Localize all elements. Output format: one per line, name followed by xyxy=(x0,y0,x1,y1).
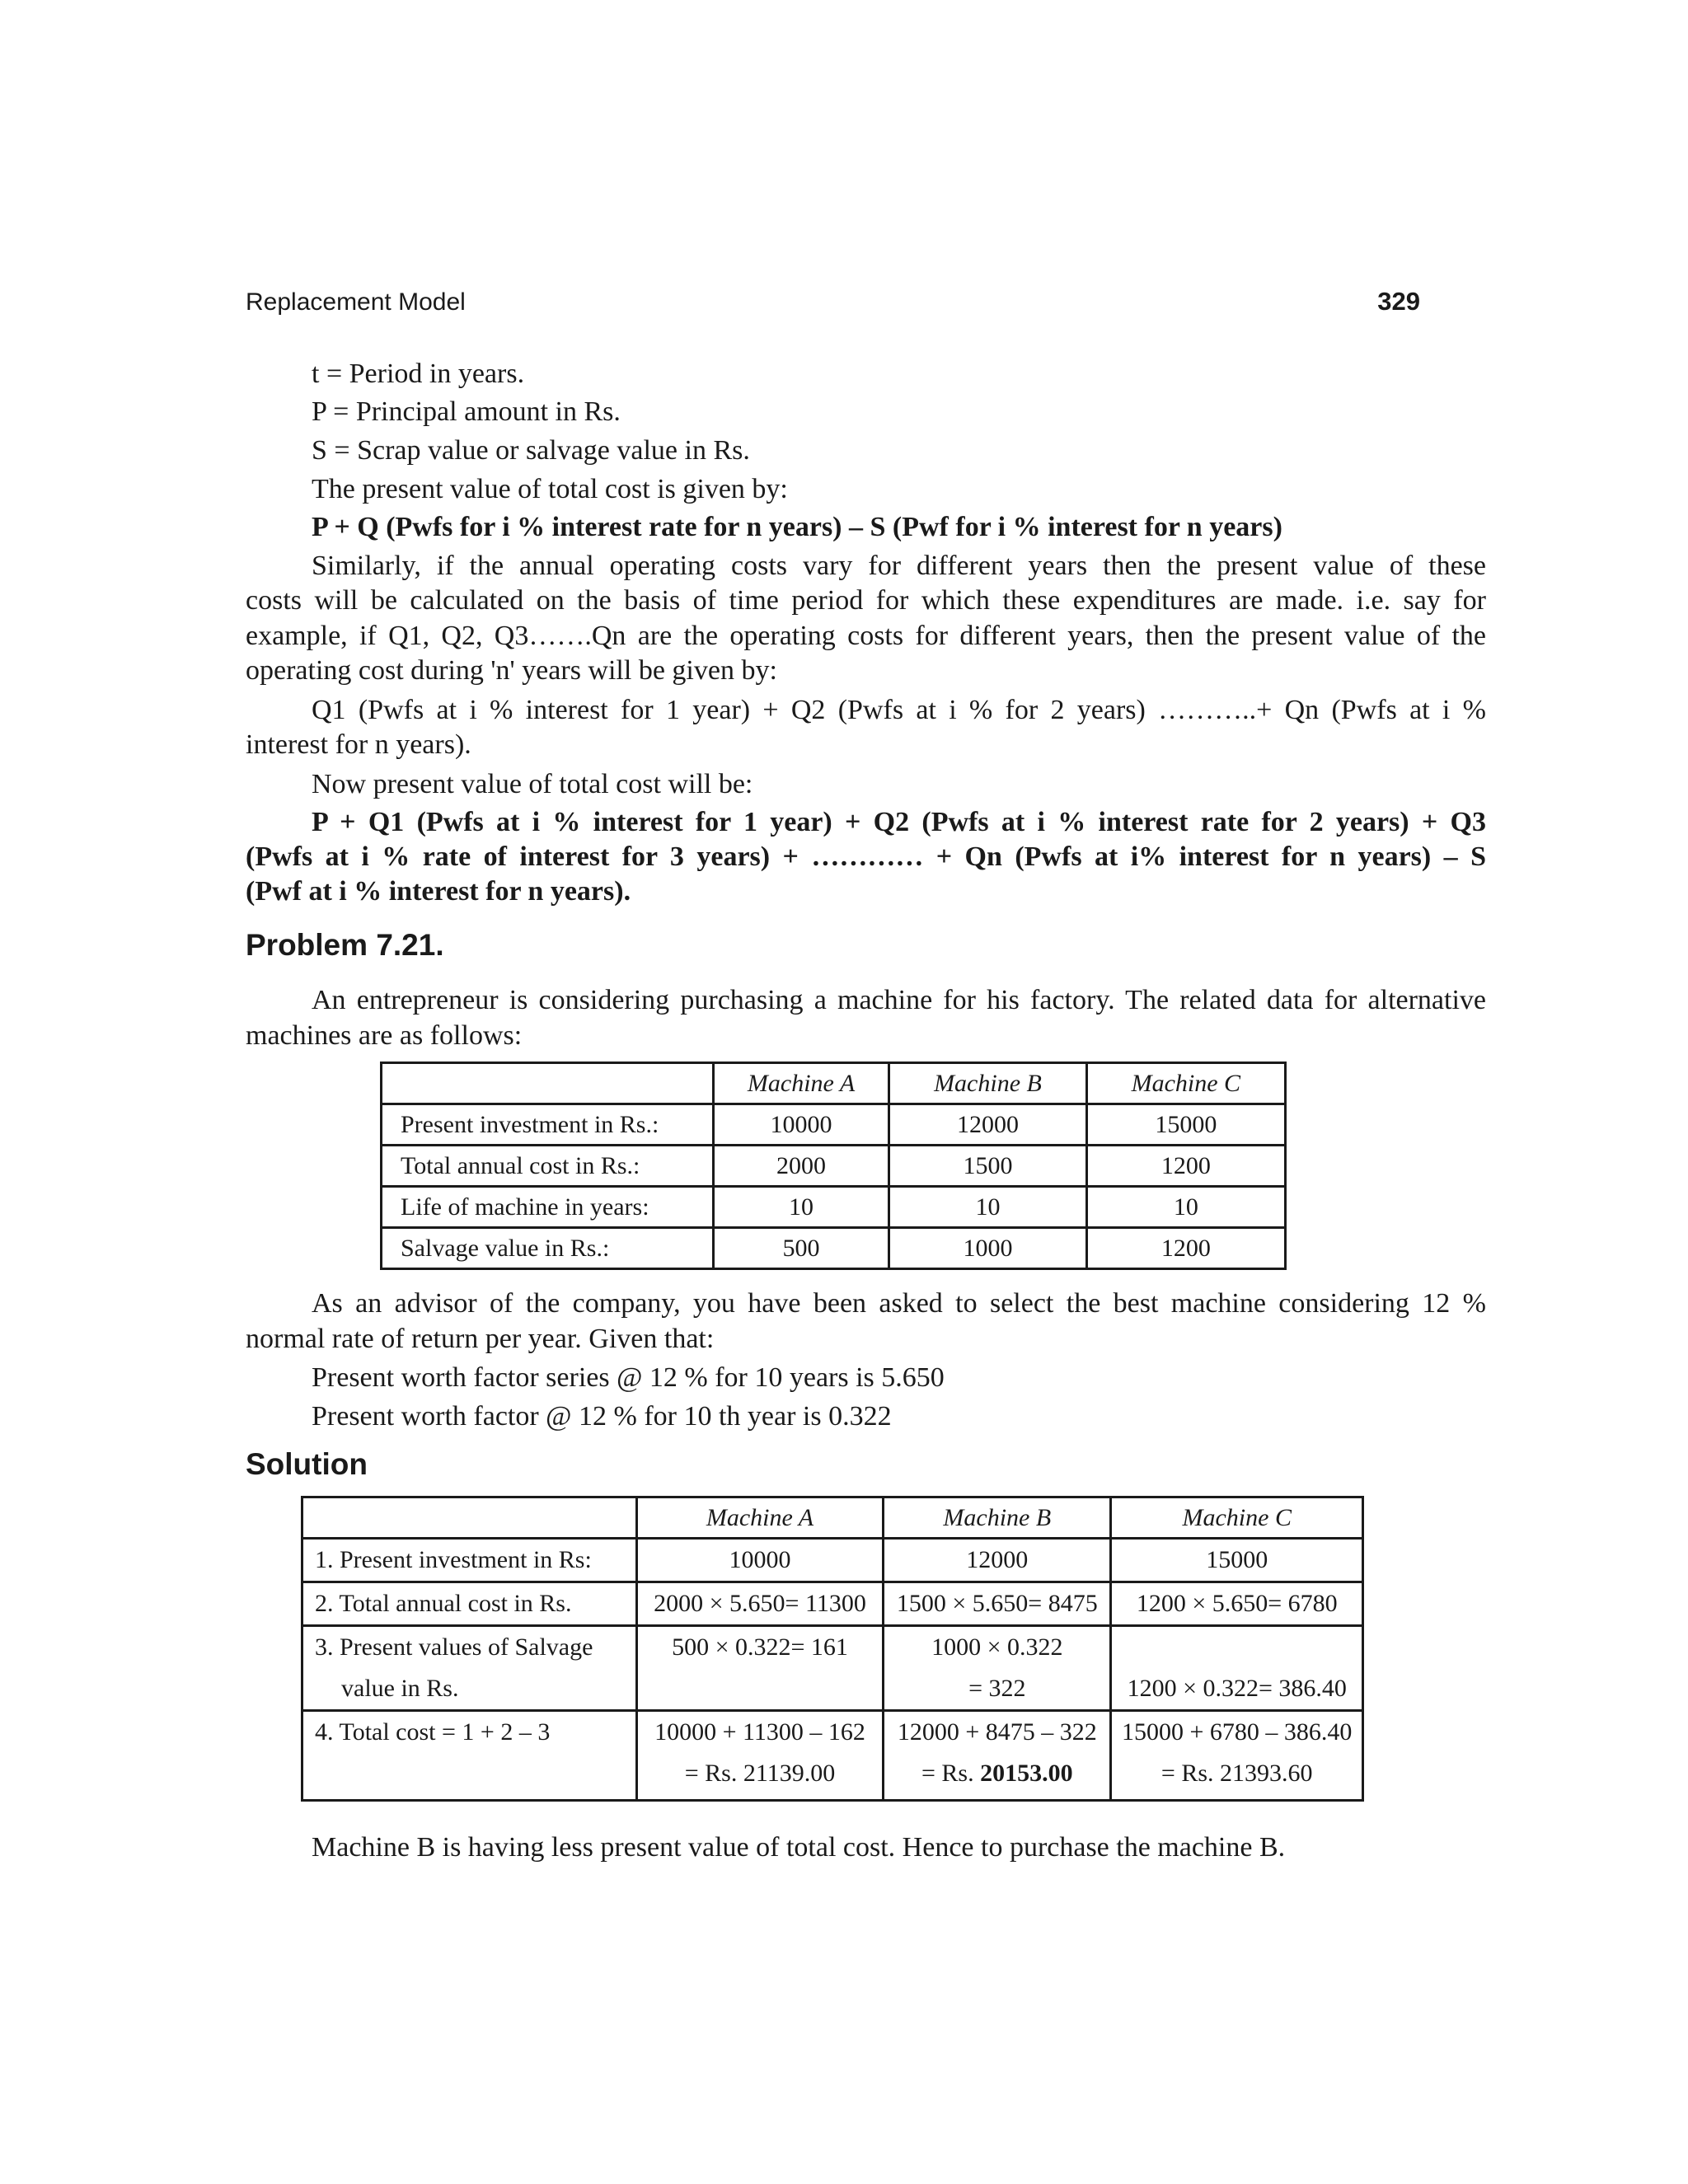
column-header: Machine B xyxy=(889,1063,1086,1104)
cell: 1000 × 0.322 = 322 xyxy=(884,1626,1111,1711)
cell: 15000 xyxy=(1111,1539,1363,1582)
solution-heading: Solution xyxy=(246,1447,368,1481)
table-corner xyxy=(382,1063,714,1104)
table-header-row xyxy=(302,1497,1363,1539)
column-header: Machine A xyxy=(713,1063,889,1104)
table-row xyxy=(382,1228,1286,1269)
column-header: Machine A xyxy=(636,1497,883,1539)
equation-total-cost-varying: P + Q1 (Pwfs at i % interest for 1 year) + Q2 (Pwfs at i % interest rate for 2 years) + Q3 xyxy=(312,807,1486,837)
problem-text-cont: machines are as follows: xyxy=(246,1020,523,1051)
cell: 1200 × 5.650= 6780 xyxy=(1111,1582,1363,1626)
table-row xyxy=(382,1104,1286,1146)
column-header: Machine C xyxy=(1086,1063,1285,1104)
equation-total-cost: P + Q (Pwfs for i % interest rate for n years) – S (Pwf for i % interest for n years) xyxy=(312,512,1282,542)
machine-data-table xyxy=(380,1062,1287,1270)
cell: 1200 × 0.322= 386.40 xyxy=(1111,1626,1363,1711)
cell: 15000 + 6780 – 386.40 = Rs. 21393.60 xyxy=(1111,1711,1363,1801)
cell: 2000 × 5.650= 11300 xyxy=(636,1582,883,1626)
table-row xyxy=(302,1539,1363,1582)
cell: 1200 xyxy=(1086,1146,1285,1187)
table-row xyxy=(382,1146,1286,1187)
table-header-row xyxy=(382,1063,1286,1104)
cell: 500 xyxy=(713,1228,889,1269)
cell: 12000 xyxy=(889,1104,1086,1146)
advice-text: As an advisor of the company, you have been asked to select the best machine considering 12 % xyxy=(312,1288,1486,1319)
cell: 500 × 0.322= 161 xyxy=(636,1626,883,1711)
cell: 10 xyxy=(1086,1187,1285,1228)
cell: 1200 xyxy=(1086,1228,1285,1269)
problem-text: An entrepreneur is considering purchasing a machine for his factory. The related data for alternative xyxy=(312,985,1486,1015)
definition-s: S = Scrap value or salvage value in Rs. xyxy=(312,435,750,466)
cell: 10 xyxy=(713,1187,889,1228)
table-row xyxy=(302,1626,1363,1711)
row-label: Present investment in Rs.: xyxy=(382,1104,714,1146)
row-label: 2. Total annual cost in Rs. xyxy=(302,1582,637,1626)
definition-p: P = Principal amount in Rs. xyxy=(312,396,621,427)
cell: 10000 xyxy=(713,1104,889,1146)
row-label: 4. Total cost = 1 + 2 – 3 xyxy=(302,1711,637,1801)
page-number: 329 xyxy=(1377,287,1420,316)
cell: 1500 xyxy=(889,1146,1086,1187)
conclusion: Machine B is having less present value of total cost. Hence to purchase the machine B. xyxy=(312,1832,1286,1863)
equation-operating-cost: Q1 (Pwfs at i % interest for 1 year) + Q2 (Pwfs at i % for 2 years) ………..+ Qn (Pwfs at i % xyxy=(312,695,1486,725)
equation-total-cost-varying-end: (Pwf at i % interest for n years). xyxy=(246,876,631,907)
table-corner xyxy=(302,1497,637,1539)
cell: 12000 + 8475 – 322 = Rs. 20153.00 xyxy=(884,1711,1111,1801)
table-row xyxy=(302,1711,1363,1801)
problem-heading: Problem 7.21. xyxy=(246,928,444,962)
advice-text-cont: normal rate of return per year. Given that: xyxy=(246,1324,715,1354)
row-label: 1. Present investment in Rs: xyxy=(302,1539,637,1582)
column-header: Machine B xyxy=(884,1497,1111,1539)
intro-sentence: The present value of total cost is given by: xyxy=(312,474,788,504)
table-row xyxy=(382,1187,1286,1228)
equation-total-cost-varying-cont: (Pwfs at i % rate of interest for 3 years) + ………… + Qn (Pwfs at i% interest for n years) – S xyxy=(246,841,1486,872)
cell: 1500 × 5.650= 8475 xyxy=(884,1582,1111,1626)
intro-sentence-2: Now present value of total cost will be: xyxy=(312,769,753,799)
definition-t: t = Period in years. xyxy=(312,359,525,389)
paragraph-line: operating cost during 'n' years will be given by: xyxy=(246,655,777,686)
cell: 12000 xyxy=(884,1539,1111,1582)
cell: 2000 xyxy=(713,1146,889,1187)
paragraph-line: example, if Q1, Q2, Q3…….Qn are the operating costs for different years, then the present value of the xyxy=(246,621,1486,651)
cell: 1000 xyxy=(889,1228,1086,1269)
row-label: Salvage value in Rs.: xyxy=(382,1228,714,1269)
running-head: Replacement Model xyxy=(246,288,466,316)
best-total-cost: 20153.00 xyxy=(980,1760,1073,1787)
paragraph-line: costs will be calculated on the basis of time period for which these expenditures are made. i.e. say for xyxy=(246,585,1486,616)
row-label: Life of machine in years: xyxy=(382,1187,714,1228)
cell: 10000 + 11300 – 162 = Rs. 21139.00 xyxy=(636,1711,883,1801)
row-label: 3. Present values of Salvage value in Rs. xyxy=(302,1626,637,1711)
row-label: Total annual cost in Rs.: xyxy=(382,1146,714,1187)
column-header: Machine C xyxy=(1111,1497,1363,1539)
cell: 10 xyxy=(889,1187,1086,1228)
cell: 10000 xyxy=(636,1539,883,1582)
cell: 15000 xyxy=(1086,1104,1285,1146)
solution-table xyxy=(301,1496,1364,1802)
given-factor-single: Present worth factor @ 12 % for 10 th year is 0.322 xyxy=(312,1401,892,1432)
given-factor-series: Present worth factor series @ 12 % for 10 years is 5.650 xyxy=(312,1362,945,1393)
table-row xyxy=(302,1582,1363,1626)
paragraph-line: Similarly, if the annual operating costs vary for different years then the present value of these xyxy=(312,551,1486,581)
equation-operating-cost-cont: interest for n years). xyxy=(246,729,471,760)
